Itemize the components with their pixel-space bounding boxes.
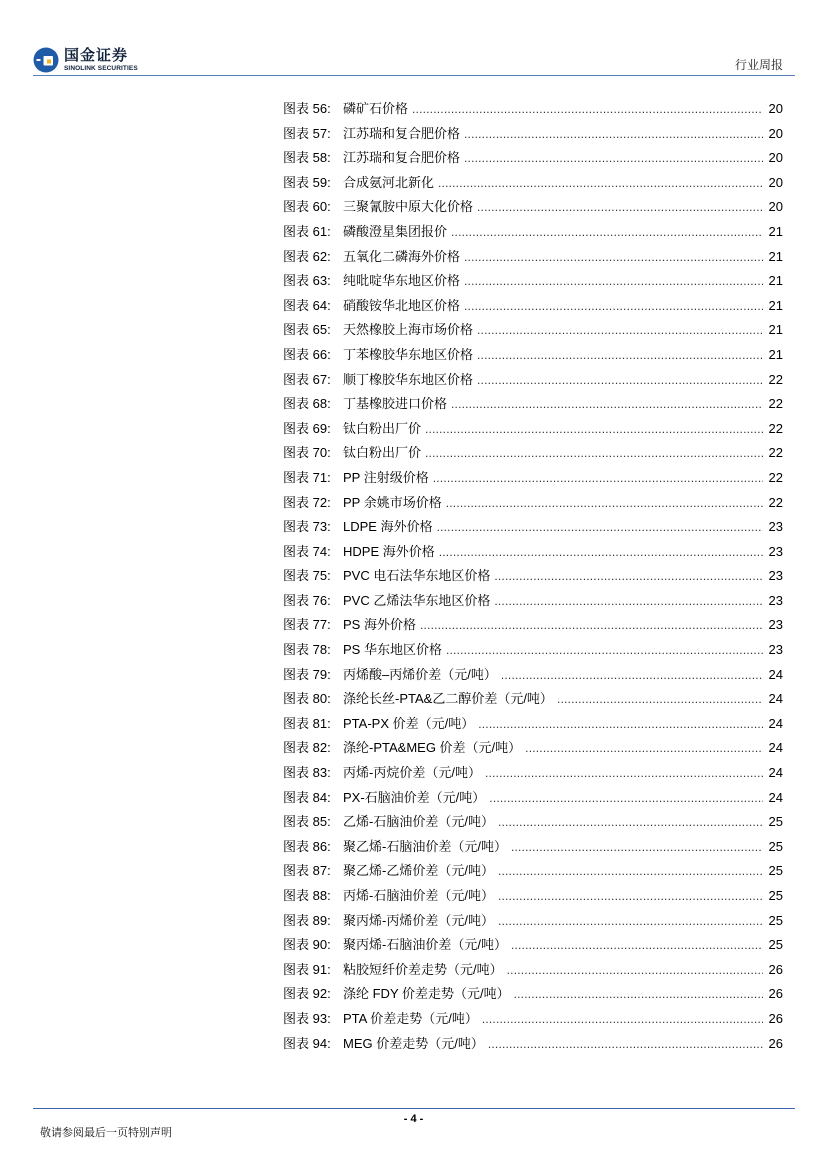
figure-entry-title: HDPE 海外价格 (343, 543, 435, 559)
dot-leader (412, 97, 763, 122)
figure-entry-label: 图表 87: (283, 863, 331, 879)
figure-entry-label: 图表 84: (283, 789, 331, 805)
figure-entry-title: PTA 价差走势（元/吨） (343, 1010, 478, 1026)
figure-entry-title: 涤纶长丝-PTA&乙二醇价差（元/吨） (343, 691, 553, 707)
figure-list-entry[interactable] (283, 491, 783, 516)
figure-list-entry[interactable] (283, 712, 783, 737)
dot-leader (494, 564, 763, 589)
dot-leader (489, 786, 763, 811)
figure-entry-page: 21 (768, 297, 783, 313)
figure-list-entry[interactable] (283, 294, 783, 319)
figure-entry-title: PVC 乙烯法华东地区价格 (343, 592, 491, 608)
dot-leader (498, 884, 763, 909)
figure-list-entry[interactable] (283, 540, 783, 565)
figure-entry-label: 图表 69: (283, 420, 331, 436)
dot-leader (511, 835, 763, 860)
figure-entry-page: 26 (768, 961, 783, 977)
figure-entry-label: 图表 58: (283, 150, 331, 166)
figure-list-entry[interactable] (283, 97, 783, 122)
dot-leader (451, 220, 763, 245)
figure-entry-title: 磷酸澄星集团报价 (343, 223, 448, 239)
figure-entry-label: 图表 93: (283, 1010, 331, 1026)
dot-leader (464, 294, 763, 319)
figure-entry-label: 图表 83: (283, 765, 331, 781)
figure-list-entry[interactable] (283, 195, 783, 220)
figure-list-entry[interactable] (283, 810, 783, 835)
header-divider (33, 75, 795, 76)
figure-list-entry[interactable] (283, 909, 783, 934)
figure-list-entry[interactable] (283, 761, 783, 786)
figure-entry-title: 聚乙烯-石脑油价差（元/吨） (343, 838, 507, 854)
figure-list-entry[interactable] (283, 613, 783, 638)
figure-entry-page: 22 (768, 371, 783, 387)
figure-entry-page: 25 (768, 838, 783, 854)
figure-entry-label: 图表 81: (283, 715, 331, 731)
figure-list-entry[interactable] (283, 318, 783, 343)
dot-leader (498, 810, 763, 835)
figure-entry-title: 顺丁橡胶华东地区价格 (343, 371, 474, 387)
figure-entry-label: 图表 85: (283, 814, 331, 830)
dot-leader (557, 687, 763, 712)
figure-entry-label: 图表 78: (283, 642, 331, 658)
dot-leader (438, 171, 763, 196)
figure-entry-page: 20 (768, 150, 783, 166)
report-type: 行业周报 (734, 58, 783, 72)
figure-entry-title: 江苏瑞和复合肥价格 (343, 150, 461, 166)
dot-leader (464, 122, 763, 147)
figure-entry-title: 合成氨河北新化 (343, 174, 435, 190)
figure-entry-label: 图表 90: (283, 937, 331, 953)
disclaimer-note: 敬请参阅最后一页特别声明 (40, 1127, 172, 1139)
dot-leader (482, 1007, 763, 1032)
dot-leader (446, 491, 763, 516)
figure-entry-page: 21 (768, 346, 783, 362)
figure-entry-label: 图表 71: (283, 469, 331, 485)
figure-entry-title: PTA-PX 价差（元/吨） (343, 715, 475, 731)
figure-list-entry[interactable] (283, 343, 783, 368)
figure-entry-title: PX-石脑油价差（元/吨） (343, 789, 486, 805)
figure-entry-title: 江苏瑞和复合肥价格 (343, 125, 461, 141)
figure-entry-page: 21 (768, 248, 783, 264)
company-logo (33, 46, 138, 74)
dot-leader (464, 245, 763, 270)
figure-list-entry[interactable] (283, 663, 783, 688)
figure-list-entry[interactable] (283, 933, 783, 958)
figure-list-entry[interactable] (283, 859, 783, 884)
dot-leader (425, 417, 763, 442)
figure-entry-page: 26 (768, 986, 783, 1002)
figure-list-entry[interactable] (283, 171, 783, 196)
figure-entry-label: 图表 75: (283, 568, 331, 584)
logo-name: 国金证券 (64, 47, 129, 64)
figure-entry-title: LDPE 海外价格 (343, 519, 433, 535)
dot-leader (498, 909, 763, 934)
dot-leader (425, 441, 763, 466)
figure-list-entry[interactable] (283, 122, 783, 147)
figure-entry-label: 图表 64: (283, 297, 331, 313)
figure-entry-page: 24 (768, 765, 783, 781)
figure-entry-title: 聚乙烯-乙烯价差（元/吨） (343, 863, 494, 879)
dot-leader (488, 1032, 763, 1057)
figure-entry-label: 图表 66: (283, 346, 331, 362)
figure-entry-label: 图表 82: (283, 740, 331, 756)
figure-entry-page: 25 (768, 863, 783, 879)
figure-entry-label: 图表 59: (283, 174, 331, 190)
figure-entry-title: 丙烯-石脑油价差（元/吨） (343, 888, 494, 903)
figure-entry-page: 21 (768, 223, 783, 239)
figure-list-entry[interactable] (283, 884, 783, 909)
figure-entry-title: 乙烯-石脑油价差（元/吨） (343, 814, 494, 830)
dot-leader (477, 195, 763, 220)
figure-entry-page: 23 (768, 519, 783, 535)
dot-leader (477, 318, 763, 343)
dot-leader (420, 613, 763, 638)
figure-entry-title: 天然橡胶上海市场价格 (343, 322, 474, 338)
figure-list-entry[interactable] (283, 466, 783, 491)
figure-entry-page: 26 (768, 1035, 783, 1051)
logo-english-name: SINOLINK SECURITIES (64, 65, 138, 72)
figure-entry-page: 22 (768, 494, 783, 510)
figure-entry-title: PP 注射级价格 (343, 469, 429, 485)
figure-list-entry[interactable] (283, 220, 783, 245)
figure-entry-title: PVC 电石法华东地区价格 (343, 568, 491, 584)
figure-entry-page: 23 (768, 617, 783, 633)
figure-entry-page: 26 (768, 1010, 783, 1026)
dot-leader (446, 638, 763, 663)
figure-entry-page: 23 (768, 642, 783, 658)
figure-entry-label: 图表 94: (283, 1035, 331, 1051)
dot-leader (451, 392, 763, 417)
dot-leader (464, 146, 763, 171)
figure-list-entry[interactable] (283, 269, 783, 294)
figure-entry-page: 24 (768, 691, 783, 707)
figure-entry-page: 23 (768, 592, 783, 608)
figure-list-entry[interactable] (283, 982, 783, 1007)
dot-leader (507, 958, 763, 983)
figure-entry-title: 钛白粉出厂价 (343, 445, 422, 461)
figure-entry-label: 图表 91: (283, 961, 331, 977)
figure-list-entry[interactable] (283, 687, 783, 712)
figure-entry-title: 聚丙烯-丙烯价差（元/吨） (343, 912, 494, 928)
dot-leader (514, 982, 763, 1007)
figure-entry-title: 涤纶 FDY 价差走势（元/吨） (343, 986, 510, 1002)
figure-list-entry[interactable] (283, 589, 783, 614)
figure-entry-page: 20 (768, 199, 783, 215)
figure-entry-title: MEG 价差走势（元/吨） (343, 1035, 484, 1051)
dot-leader (433, 466, 763, 491)
figure-entry-label: 图表 76: (283, 592, 331, 608)
figure-entry-title: 涤纶-PTA&MEG 价差（元/吨） (343, 740, 522, 756)
figure-entry-page: 20 (768, 174, 783, 190)
figure-list-entry[interactable] (283, 368, 783, 393)
figure-entry-page: 25 (768, 912, 783, 928)
figure-entry-page: 24 (768, 666, 783, 682)
figure-entry-title: PS 华东地区价格 (343, 642, 442, 658)
figure-entry-title: 硝酸铵华北地区价格 (343, 297, 461, 313)
page-number: - 4 - (403, 1113, 424, 1125)
figure-entry-page: 25 (768, 814, 783, 830)
figure-entry-title: 钛白粉出厂价 (343, 420, 422, 436)
figure-entry-label: 图表 79: (283, 666, 331, 682)
dot-leader (477, 368, 763, 393)
figure-entry-title: 聚丙烯-石脑油价差（元/吨） (343, 937, 507, 953)
logo-text (64, 47, 138, 73)
figure-list-entry[interactable] (283, 146, 783, 171)
figure-entry-page: 20 (768, 101, 783, 116)
dot-leader (498, 859, 763, 884)
figure-entry-page: 20 (768, 125, 783, 141)
figure-entry-title: 丁基橡胶进口价格 (343, 396, 448, 412)
figure-entry-label: 图表 89: (283, 912, 331, 928)
figure-entry-title: 丁苯橡胶华东地区价格 (343, 346, 474, 362)
figure-list-entry[interactable] (283, 417, 783, 442)
figure-list-entry[interactable] (283, 736, 783, 761)
figure-entry-title: 三聚氰胺中原大化价格 (343, 199, 474, 215)
figure-entry-label: 图表 77: (283, 617, 331, 633)
figure-entry-page: 24 (768, 740, 783, 756)
dot-leader (501, 663, 763, 688)
figure-entry-label: 图表 92: (283, 986, 331, 1002)
figure-list-entry[interactable] (283, 441, 783, 466)
dot-leader (494, 589, 763, 614)
figure-entry-label: 图表 86: (283, 838, 331, 854)
figure-entry-label: 图表 56: (283, 101, 331, 116)
figure-entry-label: 图表 68: (283, 396, 331, 412)
figure-entry-page: 25 (768, 888, 783, 903)
figure-entry-title: 纯吡啶华东地区价格 (343, 273, 461, 289)
figure-entry-title: PP 余姚市场价格 (343, 494, 442, 510)
dot-leader (477, 343, 763, 368)
dot-leader (525, 736, 763, 761)
figure-entry-label: 图表 61: (283, 223, 331, 239)
figure-entry-label: 图表 73: (283, 519, 331, 535)
figure-list-entry[interactable] (283, 392, 783, 417)
figure-entry-label: 图表 72: (283, 494, 331, 510)
dot-leader (439, 540, 763, 565)
figure-entry-page: 24 (768, 789, 783, 805)
dot-leader (511, 933, 763, 958)
figure-list-entry[interactable] (283, 564, 783, 589)
dot-leader (464, 269, 763, 294)
figure-entry-label: 图表 60: (283, 199, 331, 215)
figure-entry-page: 21 (768, 322, 783, 338)
figure-entry-label: 图表 80: (283, 691, 331, 707)
figure-entry-title: 磷矿石价格 (343, 101, 409, 116)
figure-entry-title: 丙烯酸–丙烯价差（元/吨） (343, 666, 497, 682)
figure-entry-label: 图表 70: (283, 445, 331, 461)
figure-list (283, 97, 783, 1056)
figure-list-entry[interactable] (283, 835, 783, 860)
dot-leader (478, 712, 763, 737)
figure-list-entry[interactable] (283, 245, 783, 270)
figure-entry-label: 图表 57: (283, 125, 331, 141)
figure-entry-page: 22 (768, 469, 783, 485)
figure-entry-page: 24 (768, 715, 783, 731)
figure-list-entry[interactable] (283, 515, 783, 540)
figure-list-entry[interactable] (283, 1007, 783, 1032)
figure-entry-label: 图表 88: (283, 888, 331, 903)
footer-divider (33, 1108, 795, 1109)
figure-entry-label: 图表 62: (283, 248, 331, 264)
figure-entry-page: 22 (768, 445, 783, 461)
figure-list-entry[interactable] (283, 958, 783, 983)
figure-entry-label: 图表 67: (283, 371, 331, 387)
figure-entry-page: 21 (768, 273, 783, 289)
figure-entry-label: 图表 65: (283, 322, 331, 338)
figure-list-entry[interactable] (283, 1032, 783, 1057)
figure-entry-page: 25 (768, 937, 783, 953)
dot-leader (485, 761, 763, 786)
figure-entry-page: 22 (768, 396, 783, 412)
figure-entry-label: 图表 63: (283, 273, 331, 289)
figure-entry-title: 丙烯-丙烷价差（元/吨） (343, 765, 481, 781)
figure-entry-page: 23 (768, 543, 783, 559)
figure-entry-title: 五氧化二磷海外价格 (343, 248, 461, 264)
dot-leader (437, 515, 763, 540)
figure-entry-page: 23 (768, 568, 783, 584)
figure-entry-title: PS 海外价格 (343, 617, 416, 633)
figure-entry-page: 22 (768, 420, 783, 436)
figure-list-entry[interactable] (283, 638, 783, 663)
sinolink-logo-icon (33, 46, 59, 74)
figure-entry-title: 粘胶短纤价差走势（元/吨） (343, 961, 503, 977)
figure-entry-label: 图表 74: (283, 543, 331, 559)
figure-list-entry[interactable] (283, 786, 783, 811)
